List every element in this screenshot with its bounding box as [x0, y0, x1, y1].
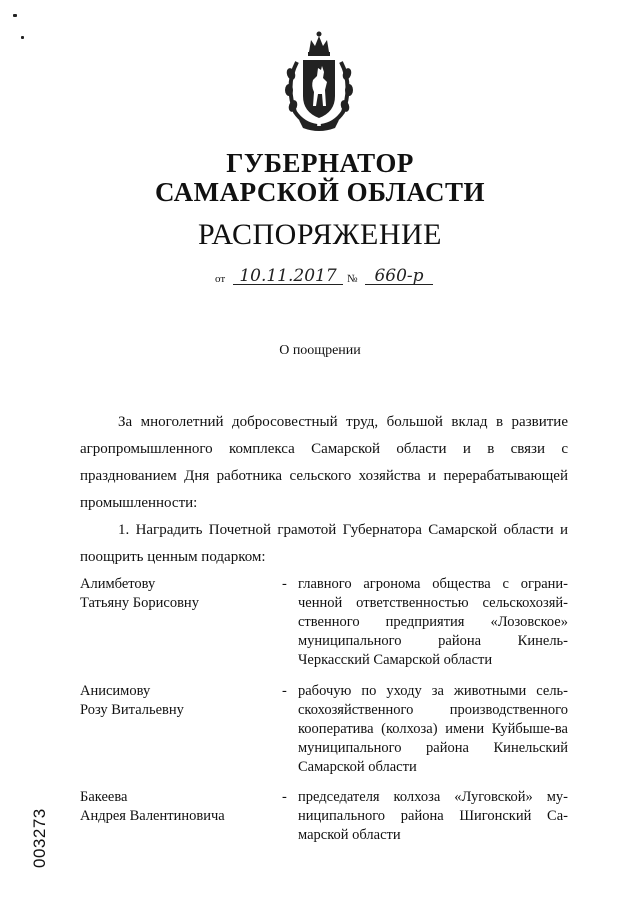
awardee-dash: -: [282, 576, 287, 592]
item1-text: 1. Наградить Почетной грамотой Губернатора Самарской области и поощрить ценным подарком:: [80, 522, 568, 565]
awardee-surname: Алимбетову: [80, 576, 156, 592]
issuer-region: САМАРСКОЙ ОБЛАСТИ: [154, 177, 486, 207]
registration-stamp: [30, 778, 52, 868]
date-number-line: [205, 268, 445, 288]
scan-mark: [13, 14, 17, 17]
registration-number: 003273: [30, 808, 49, 868]
awardee-given-names: Татьяну Борисовну: [80, 595, 199, 611]
awardee-surname: Анисимову: [80, 683, 151, 699]
awardee-surname: Бакеева: [80, 789, 128, 805]
awardee-dash: -: [282, 789, 287, 805]
document-date: 10.11.2017: [233, 268, 343, 285]
item1-paragraph: [80, 517, 568, 571]
awardee-dash: -: [282, 683, 287, 699]
awardee-name: [80, 682, 270, 720]
scan-mark: [21, 36, 24, 39]
awardee-given-names: Розу Витальевну: [80, 702, 184, 718]
awardee-given-names: Андрея Валентиновича: [80, 808, 225, 824]
intro-paragraph: [80, 409, 568, 517]
date-prefix: от: [215, 273, 226, 285]
awardee-position: главного агронома общества с ограни-ченной ответственностью сельскохозяй-ственного предприятия «Лозовское» муниципального района Кинель-Черкасский Самарской области: [298, 576, 568, 668]
awardee-name: [80, 788, 270, 826]
intro-text: За многолетний добросовестный труд, большой вклад в развитие агропромышленного комплекса Самарской области и в связи с празднованием Дня работника сельского хозяйства и перерабатывающей промышленности:: [80, 414, 568, 511]
coat-of-arms-icon: [283, 30, 355, 132]
awardee-name: [80, 575, 270, 613]
document-number: 660-р: [365, 268, 433, 285]
awardee-position: рабочую по уходу за животными сель-скохозяйственного производственного кооператива (колхоза) имени Куйбыше-ва муниципального района Кинельский Самарской области: [298, 683, 568, 775]
document-subject: О поощрении: [279, 343, 361, 358]
number-prefix: №: [347, 273, 358, 285]
awardee-position: председателя колхоза «Луговской» му-ниципального района Шигонский Са-марской области: [298, 789, 568, 843]
document-type: РАСПОРЯЖЕНИЕ: [197, 218, 443, 251]
issuer-title: ГУБЕРНАТОР: [226, 148, 414, 178]
